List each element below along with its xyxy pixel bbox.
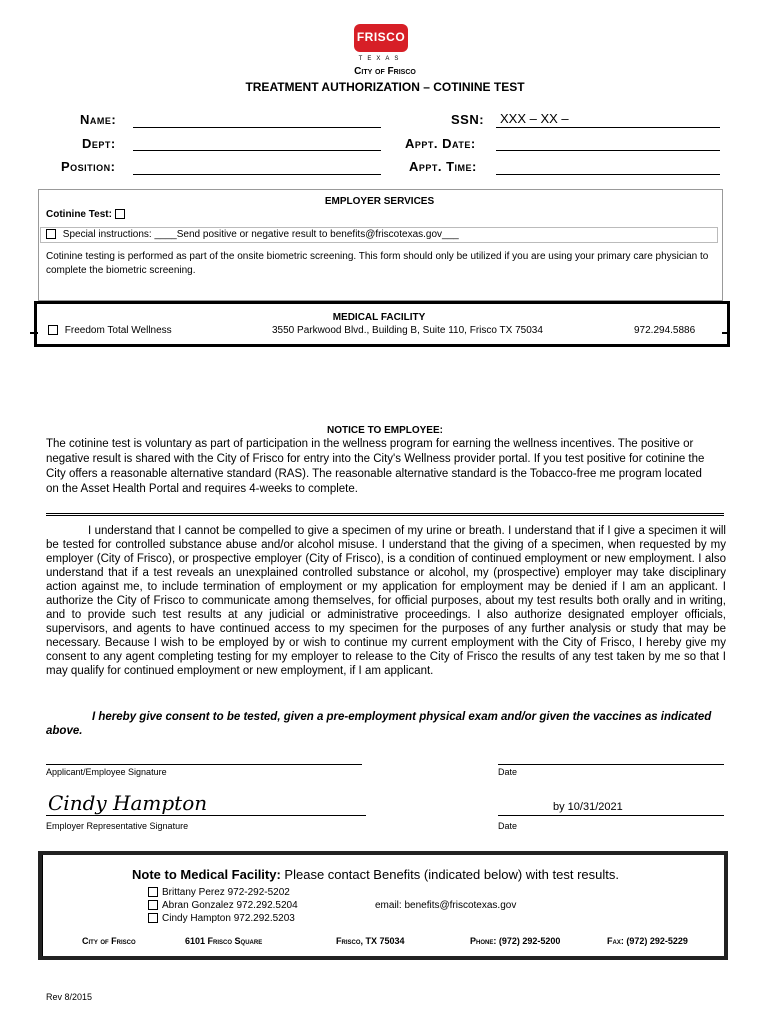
- benefits-email: email: benefits@friscotexas.gov: [375, 900, 517, 911]
- cotinine-test-label: Cotinine Test:: [46, 209, 112, 220]
- footer-note-bold: Note to Medical Facility:: [132, 867, 281, 882]
- special-instructions-label: Special instructions:: [62, 229, 152, 240]
- employer-date-label: Date: [498, 821, 518, 831]
- contact-item: [148, 886, 298, 899]
- contact-text: Abran Gonzalez 972.292.5204: [162, 900, 298, 911]
- position-label: Position:: [61, 159, 116, 174]
- page-title: TREATMENT AUTHORIZATION – COTININE TEST: [245, 80, 525, 94]
- employer-date-line[interactable]: [498, 815, 724, 816]
- logo-subtext: TEXAS: [358, 56, 404, 62]
- footer-city: City of Frisco: [82, 936, 136, 946]
- cotinine-test-row: [46, 209, 129, 220]
- section-divider: [46, 513, 724, 516]
- position-field[interactable]: [133, 174, 381, 175]
- medical-facility-box: [34, 301, 730, 347]
- frisco-logo: [352, 20, 412, 64]
- employer-signature-line[interactable]: [46, 815, 366, 816]
- applicant-signature-line[interactable]: [46, 764, 362, 765]
- revision-label: Rev 8/2015: [46, 992, 93, 1002]
- employer-signature-label: Employer Representative Signature: [46, 821, 189, 831]
- consent-body: I understand that I cannot be compelled to give a specimen of my urine or breath. I understand that if I give a specimen it will be tested for controlled substance abuse and/or alcohol misuse. I understand that the giving of a specimen, when requested by my employer (City of Frisco), or prospective employer (City of Frisco), is a condition of continued employment or new employment. I also understand that if a test reveals an unexplained controlled substance or alcohol, my (prospective) employer may take disciplinary action against me, to include termination of employment or my application for employment may be denied if I am an applicant. I authorize the City of Frisco to communicate among themselves, for official purposes, about my test results both orally and in writing, and to provide such test results at any judicial or administrative proceedings. I also authorize designated employer officials, supervisors, and agents to have continued access to my specimen for the purposes of any further analysis or study that may be necessary. Because I wish to be employed by or wish to continue my current employment with the City of Frisco, I hereby give my consent to any agent completing testing for my employer to release to the City of Frisco the results of any test taken by me so that I may qualify for continued employment or new employment, if I am applicant.: [46, 525, 726, 677]
- footer-phone: Phone: (972) 292-5200: [470, 936, 561, 946]
- footer-note: [132, 867, 619, 882]
- cotinine-note: Cotinine testing is performed as part of the onsite biometric screening. This form should only be utilized if you are using your primary care physician to complete the biometric screening.: [46, 251, 709, 276]
- city-name: City of Frisco: [354, 66, 416, 77]
- facility-checkbox[interactable]: [48, 325, 58, 335]
- appt-date-label: Appt. Date:: [405, 136, 476, 151]
- notice-heading: NOTICE TO EMPLOYEE:: [327, 425, 443, 436]
- contact-item: [148, 912, 298, 925]
- dept-label: Dept:: [82, 136, 116, 151]
- facility-option: [48, 325, 172, 336]
- name-field[interactable]: [133, 127, 381, 128]
- special-instructions-checkbox[interactable]: [46, 229, 56, 239]
- contact-checkbox[interactable]: [148, 913, 158, 923]
- left-tick: [30, 332, 38, 334]
- name-label: Name:: [80, 112, 117, 127]
- right-tick: [722, 332, 730, 334]
- footer-fax: Fax: (972) 292-5229: [607, 936, 688, 946]
- footer-note-rest: Please contact Benefits (indicated below) with test results.: [280, 867, 619, 882]
- ssn-value: XXX – XX –: [500, 111, 569, 126]
- cotinine-checkbox[interactable]: [115, 209, 125, 219]
- dept-field[interactable]: [133, 150, 381, 151]
- appt-time-label: Appt. Time:: [409, 159, 477, 174]
- special-instructions-value: ____Send positive or negative result to benefits@friscotexas.gov___: [154, 229, 459, 240]
- special-instructions-row: [46, 229, 459, 240]
- employer-signature-value: Cindy Hampton: [48, 791, 208, 815]
- contact-text: Cindy Hampton 972.292.5203: [162, 913, 295, 924]
- employer-date-value: by 10/31/2021: [553, 801, 623, 813]
- logo-text: FRISCO: [356, 30, 406, 44]
- applicant-date-label: Date: [498, 767, 518, 777]
- contact-checkbox[interactable]: [148, 887, 158, 897]
- employer-services-heading: EMPLOYER SERVICES: [324, 196, 435, 207]
- contact-text: Brittany Perez 972-292-5202: [162, 887, 290, 898]
- ssn-label: SSN:: [451, 112, 485, 127]
- footer-citystate: Frisco, TX 75034: [336, 936, 405, 946]
- medical-facility-heading: MEDICAL FACILITY: [332, 312, 426, 323]
- footer-address: 6101 Frisco Square: [185, 936, 263, 946]
- contact-item: [148, 899, 298, 912]
- contact-checkbox[interactable]: [148, 900, 158, 910]
- appt-date-field[interactable]: [496, 150, 720, 151]
- contact-list: [148, 886, 298, 925]
- facility-phone: 972.294.5886: [634, 325, 696, 336]
- consent-statement: I hereby give consent to be tested, given a pre-employment physical exam and/or given the vaccines as indicated above.: [46, 711, 712, 737]
- applicant-signature-label: Applicant/Employee Signature: [46, 767, 167, 777]
- appt-time-field[interactable]: [496, 174, 720, 175]
- facility-name: Freedom Total Wellness: [64, 325, 172, 336]
- facility-address: 3550 Parkwood Blvd., Building B, Suite 110, Frisco TX 75034: [272, 325, 543, 336]
- ssn-field[interactable]: [496, 127, 720, 128]
- notice-body: The cotinine test is voluntary as part of participation in the wellness program for earning the wellness incentives. The positive or negative result is shared with the City of Frisco for entry into the City's Wellness provider portal. If you test positive for cotinine the City offers a reasonable alternative standard (RAS). The reasonable alternative standard is the Tobacco-free me program located on the Asset Health Portal and requires 4-weeks to complete.: [46, 438, 705, 495]
- applicant-date-line[interactable]: [498, 764, 724, 765]
